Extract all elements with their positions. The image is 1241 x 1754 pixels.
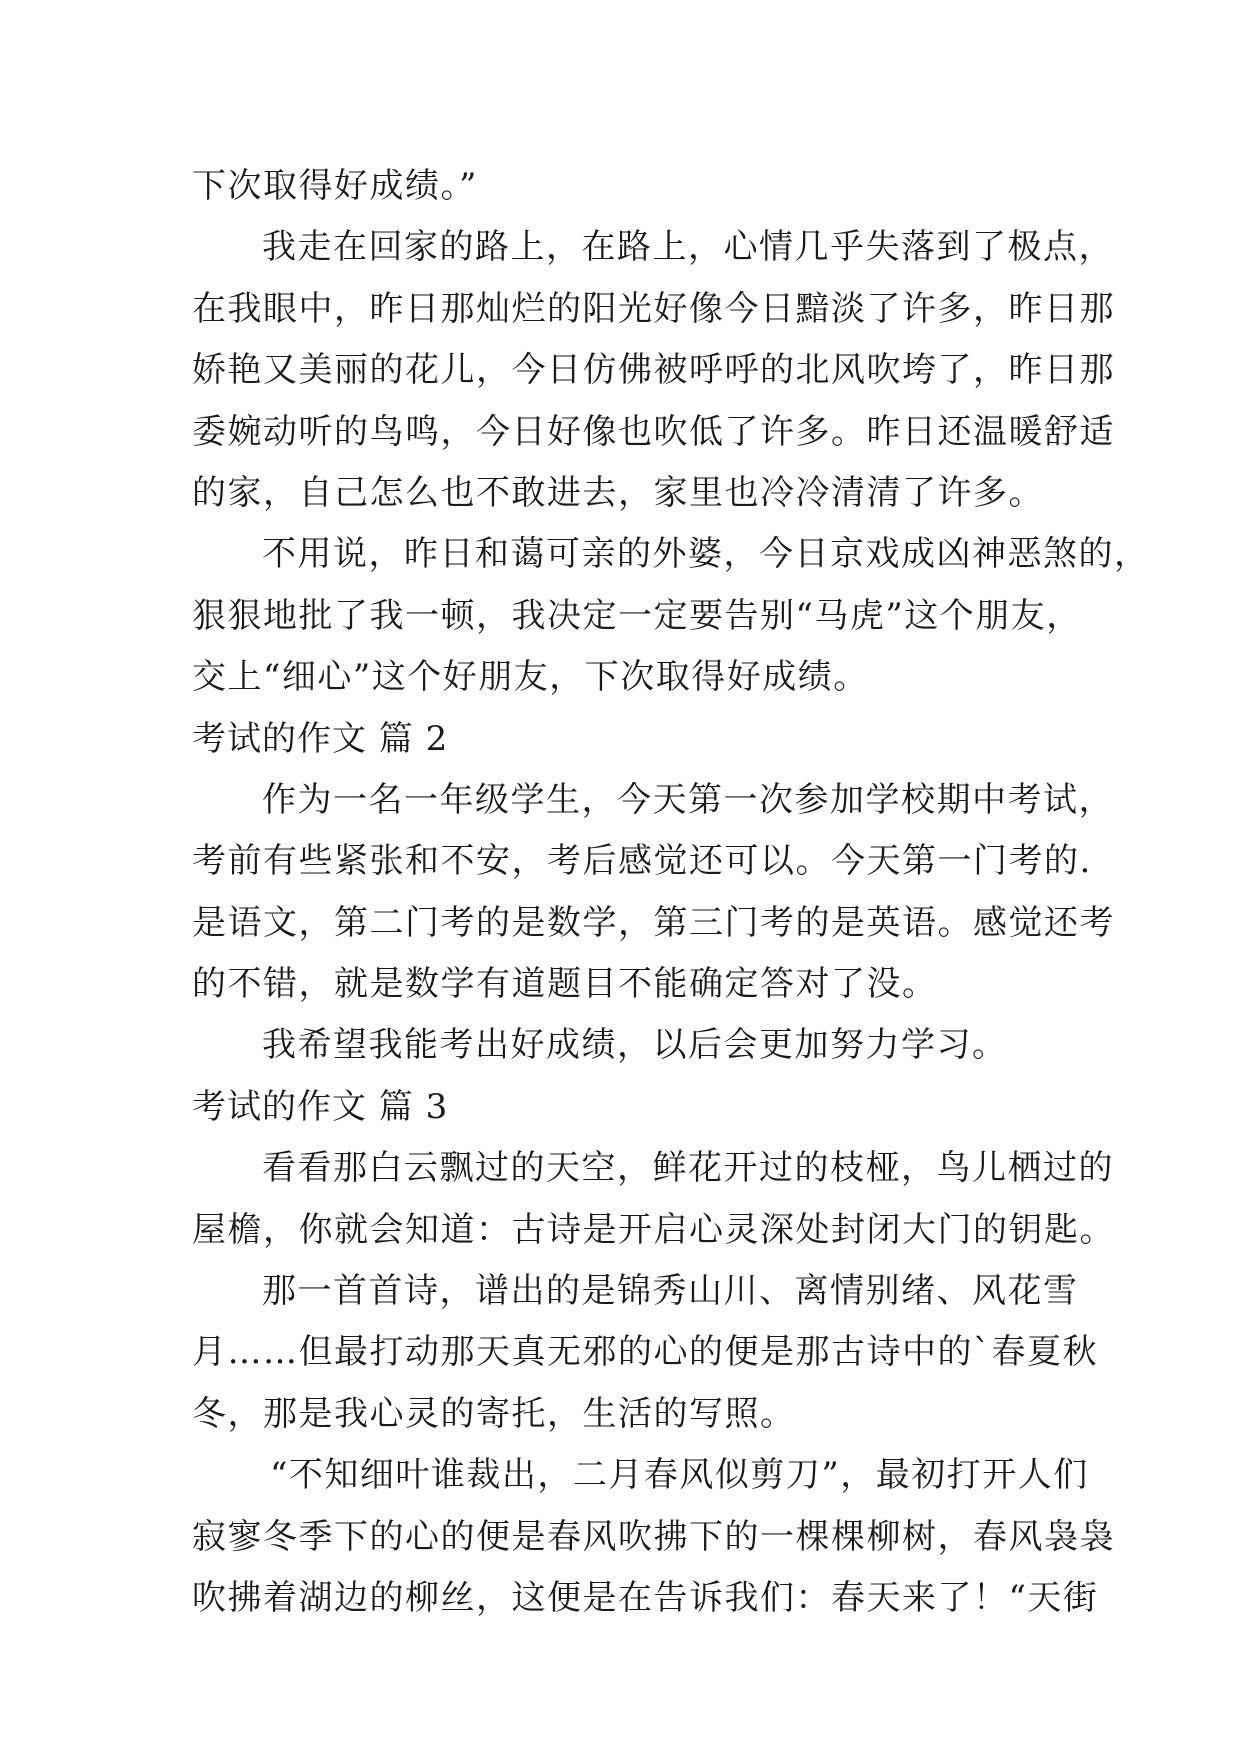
text-line: 交上“细心”这个好朋友，下次取得好成绩。: [192, 657, 869, 698]
paragraph-first-line: 我希望我能考出好成绩，以后会更加努力学习。: [262, 1025, 1008, 1066]
text-line: 下次取得好成绩。”: [192, 166, 478, 206]
text-line: 屋檐，你就会知道：古诗是开启心灵深处封闭大门的钥匙。: [192, 1209, 1115, 1250]
text-line: 寂寥冬季下的心的便是春风吹拂下的一棵棵柳树，春风袅袅: [192, 1516, 1115, 1557]
text-line: 的家，自己怎么也不敢进去，家里也冷冷清清了许多。: [192, 472, 1044, 513]
text-line: 月……但最打动那天真无邪的心的便是那古诗中的`春夏秋: [192, 1332, 1098, 1373]
text-line: 考前有些紧张和不安，考后感觉还可以。今天第一门考的.: [192, 841, 1092, 882]
text-line: 在我眼中，昨日那灿烂的阳光好像今日黯淡了许多，昨日那: [192, 288, 1115, 329]
text-line: 吹拂着湖边的柳丝，这便是在告诉我们：春天来了！“天街: [192, 1577, 1099, 1618]
text-line: 狠狠地批了我一顿，我决定一定要告别“马虎”这个朋友，: [192, 595, 1082, 636]
paragraph-first-line: 那一首首诗，谱出的是锦秀山川、离情别绪、风花雪: [262, 1271, 1079, 1312]
paragraph-first-line: 我走在回家的路上，在路上，心情几乎失落到了极点，: [262, 227, 1114, 268]
paragraph-first-line: 作为一名一年级学生，今天第一次参加学校期中考试，: [262, 779, 1114, 820]
text-line: 委婉动听的鸟鸣，今日好像也吹低了许多。昨日还温暖舒适: [192, 411, 1115, 452]
section-heading: 考试的作文 篇 2: [192, 718, 449, 759]
text-line: 冬，那是我心灵的寄托，生活的写照。: [192, 1393, 796, 1434]
text-line: 娇艳又美丽的花儿，今日仿佛被呼呼的北风吹垮了，昨日那: [192, 350, 1115, 391]
section-heading: 考试的作文 篇 3: [192, 1086, 449, 1127]
text-line: 是语文，第二门考的是数学，第三门考的是英语。感觉还考: [192, 902, 1115, 943]
paragraph-first-line: “不知细叶谁裁出，二月春风似剪刀”，最初打开人们: [270, 1455, 1089, 1496]
paragraph-first-line: 不用说，昨日和蔼可亲的外婆，今日京戏成凶神恶煞的，: [262, 534, 1150, 575]
paragraph-first-line: 看看那白云飘过的天空，鲜花开过的枝桠，鸟儿栖过的: [262, 1148, 1114, 1189]
text-line: 的不错，就是数学有道题目不能确定答对了没。: [192, 964, 938, 1005]
document-body: [192, 156, 1150, 1629]
